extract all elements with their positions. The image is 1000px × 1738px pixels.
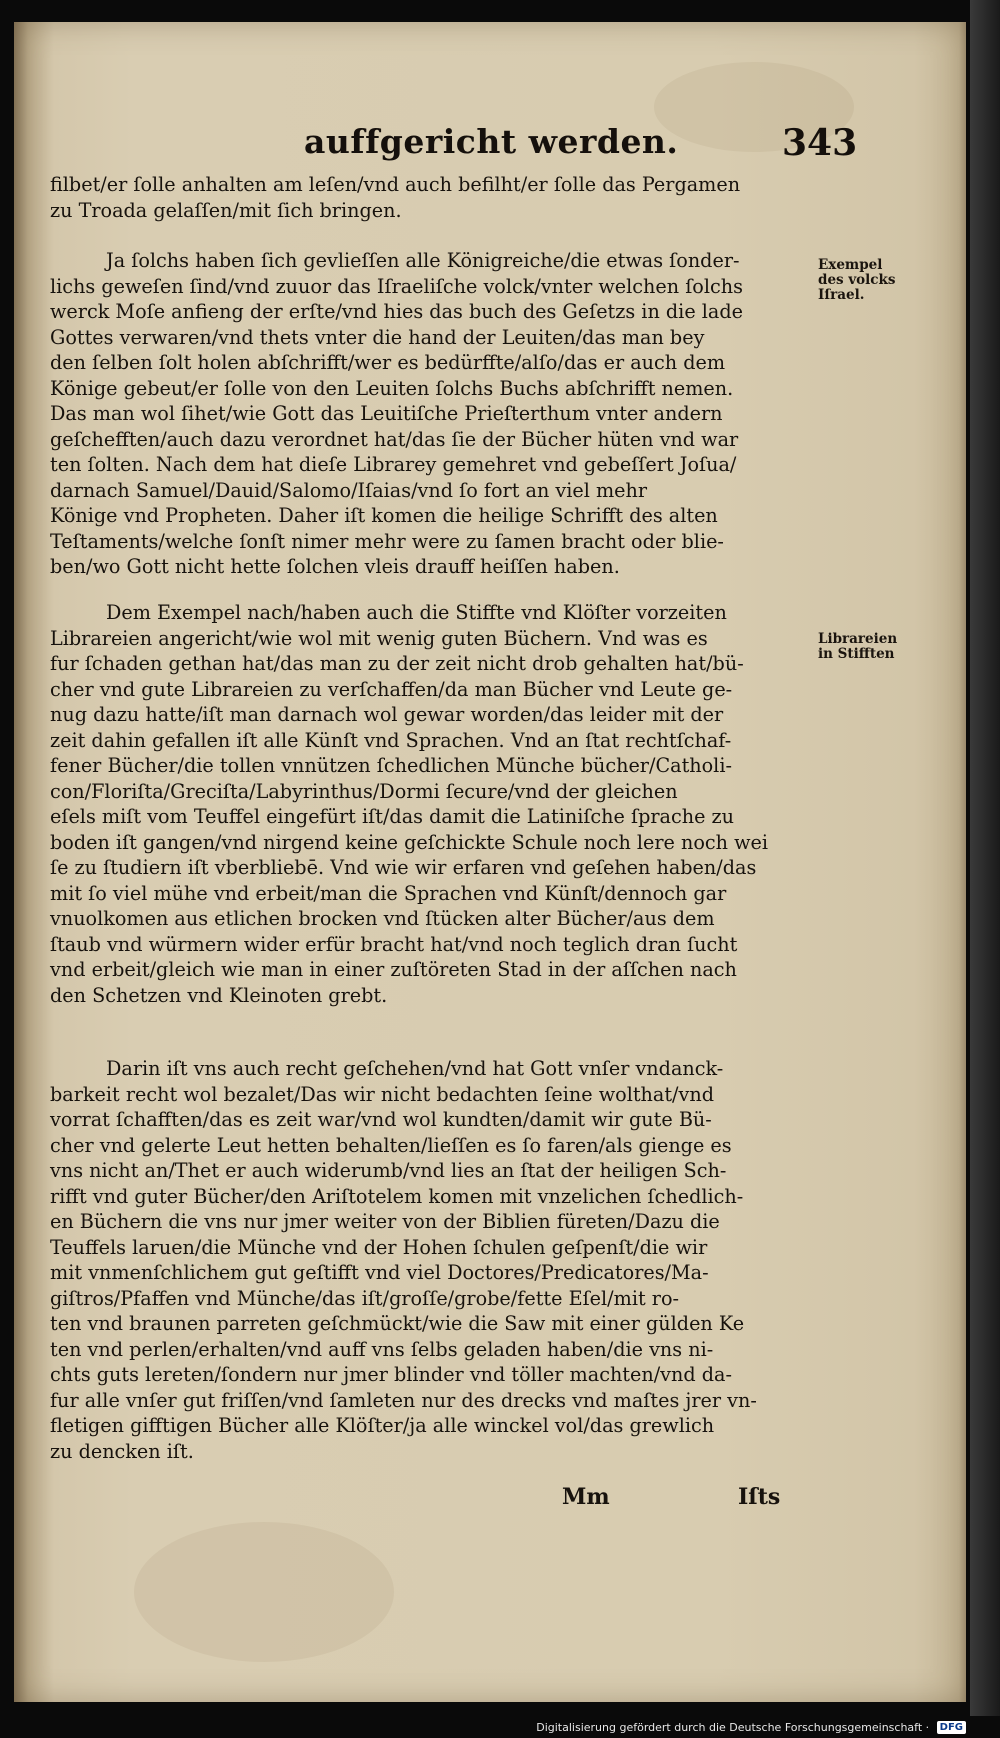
text-line: zeit dahin gefallen iſt alle Künſt vnd Sprachen. Vnd an ſtat rechtſchaf- — [50, 728, 732, 752]
paragraph-1 — [50, 172, 810, 223]
text-line: filbet/er ſolle anhalten am leſen/vnd auch befilht/er ſolle das Pergamen — [50, 173, 741, 196]
text-line: den Schetzen vnd Kleinoten grebt. — [50, 983, 388, 1007]
text-line: darnach Samuel/Dauid/Salomo/Iſaias/vnd ſo fort an viel mehr — [50, 478, 648, 502]
text-line: Das man wol ſihet/wie Gott das Leuitiſche Prieſterthum vnter andern — [50, 402, 723, 425]
paragraph-2 — [50, 248, 810, 580]
footer-credit — [536, 1721, 966, 1735]
marginal-note-librareien — [818, 632, 928, 662]
text-line: mit vnmenſchlichem gut geſtifft vnd viel Doctores/Predicatores/Ma- — [50, 1261, 709, 1284]
text-line: Librareien angericht/wie wol mit wenig guten Büchern. Vnd was es — [50, 626, 708, 650]
text-line: ben/wo Gott nicht hette ſolchen vleis drauff heiſſen haben. — [50, 555, 620, 578]
text-line: werck Moſe anfieng der erſte/vnd hies das buch des Geſetzs in die lade — [50, 300, 743, 323]
text-line: vnuolkomen aus etlichen brocken vnd ſtücken alter Bücher/aus dem — [50, 907, 715, 930]
text-line: vns nicht an/Thet er auch widerumb/vnd lies an ſtat der heiligen Sch- — [50, 1159, 727, 1182]
marginal-line: Iſrael. — [818, 287, 865, 303]
text-line: fener Bücher/die tollen vnnützen ſchedlichen Münche bücher/Catholi- — [50, 754, 732, 777]
text-line: cher vnd gelerte Leut hetten behalten/lieſſen es ſo faren/als gienge es — [50, 1133, 732, 1157]
text-line: ſtaub vnd würmern wider erfür bracht hat/vnd noch teglich dran ſucht — [50, 932, 738, 956]
marginal-line: Librareien — [818, 631, 898, 647]
text-line: vorrat ſchafften/das es zeit war/vnd wol kundten/damit wir gute Bü- — [50, 1108, 712, 1131]
text-line: fur alle vnſer gut friſſen/vnd ſamleten nur des drecks vnd maſtes jrer vn- — [50, 1388, 757, 1412]
text-line: barkeit recht wol bezalet/Das wir nicht bedachten ſeine wolthat/vnd — [50, 1082, 715, 1106]
text-line: fletigen gifftigen Bücher alle Klöſter/ja alle winckel vol/das grewlich — [50, 1414, 715, 1437]
marginal-line: in Stifften — [818, 646, 895, 662]
text-line: Ja ſolchs haben ſich gevlieſſen alle Königreiche/die etwas ſonder- — [106, 249, 740, 272]
text-line: ten ſolten. Nach dem hat dieſe Librarey gemehret vnd gebeſſert Joſua/ — [50, 453, 737, 476]
running-head: auffgericht werden. — [304, 122, 679, 161]
text-line: con/Floriſta/Greciſta/Labyrinthus/Dormi ſecure/vnd der gleichen — [50, 779, 678, 803]
text-line: eſels miſt vom Teuffel eingefürt iſt/das damit die Latiniſche ſprache zu — [50, 805, 735, 828]
catchword: Iſts — [738, 1484, 781, 1510]
marginal-line: Exempel — [818, 257, 883, 273]
signature-mark: Mm — [562, 1484, 610, 1510]
text-line: geſchefften/auch dazu verordnet hat/das ſie der Bücher hüten vnd war — [50, 427, 739, 451]
dfg-logo-icon: DFG — [937, 1721, 966, 1734]
text-line: Könige gebeut/er ſolle von den Leuiten ſolchs Buchs abſchrifft nemen. — [50, 376, 734, 400]
marginal-note-exempel — [818, 258, 928, 303]
text-line: nug dazu hatte/iſt man darnach wol gewar worden/das leider mit der — [50, 703, 724, 726]
text-line: Dem Exempel nach/haben auch die Stiffte vnd Klöſter vorzeiten — [106, 601, 727, 624]
marginal-line: des volcks — [818, 272, 896, 288]
text-line: chts guts lereten/ſondern nur jmer blinder vnd töller machten/vnd da- — [50, 1363, 732, 1386]
text-line: fur ſchaden gethan hat/das man zu der zeit nicht drob gehalten hat/bü- — [50, 652, 744, 675]
text-line: ten vnd braunen parreten geſchmückt/wie die Saw mit einer gülden Ke — [50, 1312, 745, 1335]
text-line: rifft vnd guter Bücher/den Ariſtotelem komen mit vnzelichen ſchedlich- — [50, 1184, 744, 1208]
footer-credit-text: Digitalisierung gefördert durch die Deutsche Forschungsgemeinschaft · — [536, 1720, 930, 1734]
text-line: Könige vnd Propheten. Daher iſt komen die heilige Schrifft des alten — [50, 504, 718, 527]
text-line: boden iſt gangen/vnd nirgend keine geſchickte Schule noch lere noch wei — [50, 830, 769, 854]
text-line: giſtros/Pfaffen vnd Münche/das iſt/groſſe/grobe/fette Eſel/mit ro- — [50, 1286, 679, 1310]
page-stain — [134, 1522, 394, 1662]
text-line: vnd erbeit/gleich wie man in einer zuſtöreten Stad in der aſſchen nach — [50, 958, 737, 981]
text-line: cher vnd gute Librareien zu verſchaffen/da man Bücher vnd Leute ge- — [50, 677, 733, 701]
text-line: zu Troada gelaſſen/mit ſich bringen. — [50, 198, 402, 222]
footer-bar — [0, 1716, 1000, 1738]
text-line: en Büchern die vns nur jmer weiter von der Biblien füreten/Dazu die — [50, 1210, 720, 1233]
text-line: Teſtaments/welche ſonſt nimer mehr were zu ſamen bracht oder blie- — [50, 529, 724, 553]
text-line: den ſelben ſolt holen abſchrifft/wer es bedürffte/alſo/das er auch dem — [50, 351, 726, 374]
text-line: zu dencken iſt. — [50, 1439, 194, 1463]
scan-edge-strip — [970, 0, 1000, 1738]
text-line: lichs geweſen ſind/vnd zuuor das Iſraeliſche volck/vnter welchen ſolchs — [50, 274, 743, 298]
text-line: ſe zu ſtudiern iſt vberbliebē. Vnd wie wir erfaren vnd geſehen haben/das — [50, 856, 757, 879]
text-line: Gottes verwaren/vnd thets vnter die hand der Leuiten/das man bey — [50, 325, 705, 349]
paragraph-3 — [50, 600, 810, 1008]
text-line: ten vnd perlen/erhalten/vnd auff vns ſelbs geladen haben/die vns ni- — [50, 1337, 714, 1361]
page-number: 343 — [782, 122, 858, 164]
text-line: mit ſo viel mühe vnd erbeit/man die Sprachen vnd Künſt/dennoch gar — [50, 881, 727, 905]
text-line: Darin iſt vns auch recht geſchehen/vnd hat Gott vnſer vndanck- — [106, 1057, 724, 1080]
book-page — [14, 22, 966, 1702]
paragraph-4 — [50, 1056, 810, 1464]
text-line: Teuffels laruen/die Münche vnd der Hohen ſchulen geſpenſt/die wir — [50, 1235, 708, 1259]
